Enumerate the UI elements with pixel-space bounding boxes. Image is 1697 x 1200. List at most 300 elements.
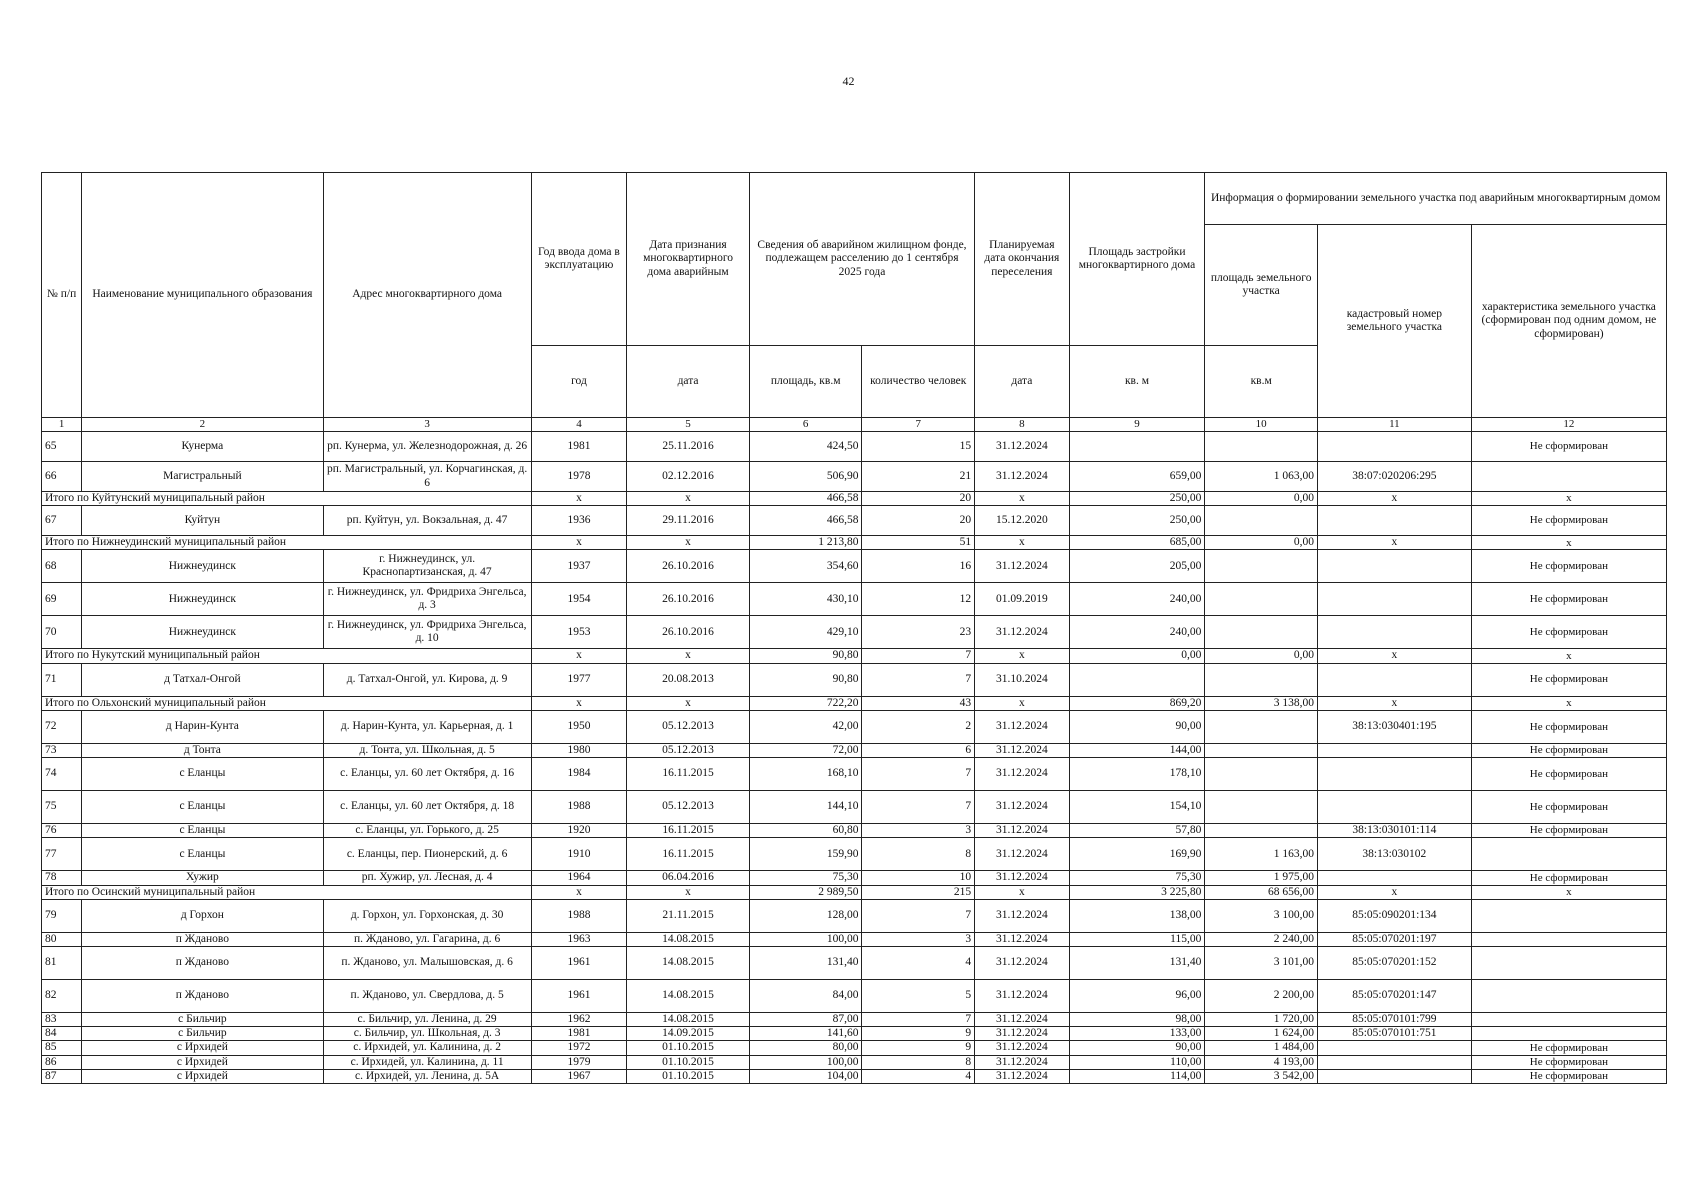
planned-end-cell: х [975, 536, 1070, 550]
cadastral-cell [1317, 432, 1471, 462]
planned-end-cell: 31.12.2024 [975, 432, 1070, 462]
header-municipality: Наименование муниципального образования [82, 173, 323, 418]
build-area-cell: 205,00 [1069, 550, 1205, 583]
table-row [42, 791, 1667, 824]
municipality-cell: п Жданово [82, 979, 323, 1012]
cadastral-cell [1317, 1041, 1471, 1055]
address-cell: с. Еланцы, ул. 60 лет Октября, д. 18 [323, 791, 531, 824]
year-cell: 1963 [531, 932, 627, 946]
land-area-cell [1205, 824, 1318, 838]
people-cell: 7 [862, 899, 975, 932]
table-row [42, 462, 1667, 492]
row-number: 81 [42, 946, 82, 979]
area-cell: 75,30 [749, 871, 862, 885]
build-area-cell: 0,00 [1069, 649, 1205, 663]
year-cell: 1981 [531, 432, 627, 462]
land-char-cell: х [1471, 885, 1666, 899]
table-row [42, 1012, 1667, 1026]
year-cell: 1961 [531, 979, 627, 1012]
year-cell: 1964 [531, 871, 627, 885]
area-cell: 430,10 [749, 583, 862, 616]
build-area-cell: 90,00 [1069, 710, 1205, 743]
row-number: 73 [42, 743, 82, 757]
year-cell: х [531, 649, 627, 663]
land-area-cell: 1 484,00 [1205, 1041, 1318, 1055]
address-cell: рп. Куйтун, ул. Вокзальная, д. 47 [323, 506, 531, 536]
land-char-cell: Не сформирован [1471, 710, 1666, 743]
row-number: 79 [42, 899, 82, 932]
planned-end-cell: 31.12.2024 [975, 838, 1070, 871]
people-cell: 3 [862, 824, 975, 838]
address-cell: с. Еланцы, ул. Горького, д. 25 [323, 824, 531, 838]
date-cell: 05.12.2013 [627, 791, 750, 824]
planned-end-cell: х [975, 649, 1070, 663]
land-area-cell: 3 101,00 [1205, 946, 1318, 979]
subtotal-row [42, 885, 1667, 899]
col-number: 4 [531, 418, 627, 432]
subtotal-label: Итого по Куйтунский муниципальный район [42, 492, 532, 506]
municipality-cell: с Ирхидей [82, 1055, 323, 1069]
header-planned-end: Планируемая дата окончания переселения [975, 173, 1070, 346]
land-char-cell: х [1471, 649, 1666, 663]
subtotal-row [42, 696, 1667, 710]
build-area-cell: 250,00 [1069, 506, 1205, 536]
land-char-cell: Не сформирован [1471, 583, 1666, 616]
address-cell: г. Нижнеудинск, ул. Краснопартизанская, д. 47 [323, 550, 531, 583]
table-row [42, 616, 1667, 649]
land-area-cell [1205, 743, 1318, 757]
land-area-cell [1205, 506, 1318, 536]
row-number: 76 [42, 824, 82, 838]
land-area-cell: 1 720,00 [1205, 1012, 1318, 1026]
land-area-cell: 0,00 [1205, 536, 1318, 550]
address-cell: с. Бильчир, ул. Ленина, д. 29 [323, 1012, 531, 1026]
table-row [42, 871, 1667, 885]
table-row [42, 1069, 1667, 1083]
table-row [42, 550, 1667, 583]
address-cell: п. Жданово, ул. Гагарина, д. 6 [323, 932, 531, 946]
date-cell: 14.09.2015 [627, 1027, 750, 1041]
build-area-cell: 250,00 [1069, 492, 1205, 506]
land-char-cell: Не сформирован [1471, 432, 1666, 462]
area-cell: 141,60 [749, 1027, 862, 1041]
people-cell: 10 [862, 871, 975, 885]
year-cell: 1937 [531, 550, 627, 583]
row-number: 75 [42, 791, 82, 824]
table-row [42, 838, 1667, 871]
area-cell: 72,00 [749, 743, 862, 757]
area-cell: 131,40 [749, 946, 862, 979]
cadastral-cell [1317, 550, 1471, 583]
row-number: 66 [42, 462, 82, 492]
year-cell: 1961 [531, 946, 627, 979]
land-area-cell: 3 138,00 [1205, 696, 1318, 710]
row-number: 68 [42, 550, 82, 583]
build-area-cell: 114,00 [1069, 1069, 1205, 1083]
table-row [42, 946, 1667, 979]
address-cell: п. Жданово, ул. Малышовская, д. 6 [323, 946, 531, 979]
date-cell: 26.10.2016 [627, 583, 750, 616]
table-row [42, 506, 1667, 536]
row-number: 85 [42, 1041, 82, 1055]
people-cell: 4 [862, 1069, 975, 1083]
cadastral-cell [1317, 663, 1471, 696]
area-cell: 722,20 [749, 696, 862, 710]
planned-end-cell: 31.12.2024 [975, 824, 1070, 838]
address-cell: с. Ирхидей, ул. Калинина, д. 2 [323, 1041, 531, 1055]
header-land-char: характеристика земельного участка (сформирован под одним домом, не сформирован) [1471, 225, 1666, 418]
land-char-cell [1471, 946, 1666, 979]
land-char-cell: Не сформирован [1471, 1055, 1666, 1069]
row-number: 69 [42, 583, 82, 616]
land-area-cell [1205, 710, 1318, 743]
area-cell: 466,58 [749, 506, 862, 536]
col-number: 7 [862, 418, 975, 432]
cadastral-cell: 85:05:070201:147 [1317, 979, 1471, 1012]
date-cell: 26.10.2016 [627, 616, 750, 649]
land-area-cell: 1 624,00 [1205, 1027, 1318, 1041]
land-area-cell: 1 975,00 [1205, 871, 1318, 885]
date-cell: 06.04.2016 [627, 871, 750, 885]
table-row [42, 932, 1667, 946]
area-cell: 424,50 [749, 432, 862, 462]
year-cell: 1920 [531, 824, 627, 838]
people-cell: 8 [862, 838, 975, 871]
row-number: 78 [42, 871, 82, 885]
year-cell: х [531, 492, 627, 506]
land-char-cell: Не сформирован [1471, 550, 1666, 583]
build-area-cell: 169,90 [1069, 838, 1205, 871]
land-area-cell [1205, 663, 1318, 696]
year-cell: 1936 [531, 506, 627, 536]
build-area-cell: 659,00 [1069, 462, 1205, 492]
municipality-cell: Нижнеудинск [82, 550, 323, 583]
build-area-cell: 98,00 [1069, 1012, 1205, 1026]
area-cell: 144,10 [749, 791, 862, 824]
col-number: 10 [1205, 418, 1318, 432]
year-cell: 1910 [531, 838, 627, 871]
cadastral-cell: 38:13:030401:195 [1317, 710, 1471, 743]
address-cell: п. Жданово, ул. Свердлова, д. 5 [323, 979, 531, 1012]
area-cell: 159,90 [749, 838, 862, 871]
cadastral-cell [1317, 758, 1471, 791]
header-cadastral: кадастровый номер земельного участка [1317, 225, 1471, 418]
land-area-cell [1205, 432, 1318, 462]
date-cell: 05.12.2013 [627, 743, 750, 757]
header-unit-year: год [531, 346, 627, 418]
area-cell: 84,00 [749, 979, 862, 1012]
municipality-cell: Кунерма [82, 432, 323, 462]
date-cell: 21.11.2015 [627, 899, 750, 932]
row-number: 80 [42, 932, 82, 946]
build-area-cell: 144,00 [1069, 743, 1205, 757]
people-cell: 20 [862, 506, 975, 536]
address-cell: с. Ирхидей, ул. Калинина, д. 11 [323, 1055, 531, 1069]
date-cell: 16.11.2015 [627, 838, 750, 871]
build-area-cell [1069, 432, 1205, 462]
date-cell: х [627, 696, 750, 710]
cadastral-cell: 38:13:030102 [1317, 838, 1471, 871]
row-number: 82 [42, 979, 82, 1012]
municipality-cell: с Еланцы [82, 791, 323, 824]
address-cell: с. Ирхидей, ул. Ленина, д. 5А [323, 1069, 531, 1083]
cadastral-cell [1317, 1055, 1471, 1069]
area-cell: 2 989,50 [749, 885, 862, 899]
municipality-cell: д Горхон [82, 899, 323, 932]
municipality-cell: д Нарин-Кунта [82, 710, 323, 743]
people-cell: 9 [862, 1041, 975, 1055]
land-char-cell: Не сформирован [1471, 791, 1666, 824]
year-cell: 1953 [531, 616, 627, 649]
land-area-cell [1205, 791, 1318, 824]
area-cell: 466,58 [749, 492, 862, 506]
land-char-cell: Не сформирован [1471, 506, 1666, 536]
municipality-cell: с Еланцы [82, 758, 323, 791]
people-cell: 7 [862, 649, 975, 663]
row-number: 83 [42, 1012, 82, 1026]
land-area-cell: 1 163,00 [1205, 838, 1318, 871]
date-cell: 02.12.2016 [627, 462, 750, 492]
cadastral-cell [1317, 616, 1471, 649]
row-number: 65 [42, 432, 82, 462]
planned-end-cell: х [975, 492, 1070, 506]
cadastral-cell: 85:05:070201:197 [1317, 932, 1471, 946]
header-unit-sqm: кв. м [1069, 346, 1205, 418]
area-cell: 87,00 [749, 1012, 862, 1026]
build-area-cell: 75,30 [1069, 871, 1205, 885]
address-cell: д. Нарин-Кунта, ул. Карьерная, д. 1 [323, 710, 531, 743]
area-cell: 60,80 [749, 824, 862, 838]
build-area-cell: 178,10 [1069, 758, 1205, 791]
column-numbers-row [42, 418, 1667, 432]
col-number: 5 [627, 418, 750, 432]
land-char-cell: Не сформирован [1471, 1069, 1666, 1083]
land-char-cell: х [1471, 696, 1666, 710]
date-cell: 14.08.2015 [627, 1012, 750, 1026]
build-area-cell: 110,00 [1069, 1055, 1205, 1069]
land-area-cell: 2 240,00 [1205, 932, 1318, 946]
date-cell: х [627, 885, 750, 899]
date-cell: 26.10.2016 [627, 550, 750, 583]
build-area-cell: 154,10 [1069, 791, 1205, 824]
date-cell: 16.11.2015 [627, 824, 750, 838]
land-char-cell: Не сформирован [1471, 1041, 1666, 1055]
row-number: 84 [42, 1027, 82, 1041]
cadastral-cell: 85:05:070101:799 [1317, 1012, 1471, 1026]
year-cell: 1984 [531, 758, 627, 791]
cadastral-cell: х [1317, 696, 1471, 710]
planned-end-cell: 31.10.2024 [975, 663, 1070, 696]
build-area-cell: 96,00 [1069, 979, 1205, 1012]
address-cell: д. Горхон, ул. Горхонская, д. 30 [323, 899, 531, 932]
cadastral-cell: 38:07:020206:295 [1317, 462, 1471, 492]
address-cell: рп. Магистральный, ул. Корчагинская, д. 6 [323, 462, 531, 492]
year-cell: 1979 [531, 1055, 627, 1069]
municipality-cell: д Тонта [82, 743, 323, 757]
cadastral-cell: 85:05:070201:152 [1317, 946, 1471, 979]
header-land-info: Информация о формировании земельного участка под аварийным многоквартирным домом [1205, 173, 1667, 225]
header-fund-info: Сведения об аварийном жилищном фонде, подлежащем расселению до 1 сентября 2025 года [749, 173, 974, 346]
people-cell: 43 [862, 696, 975, 710]
header-unit-sqm2: кв.м [1205, 346, 1318, 418]
table-row [42, 1055, 1667, 1069]
cadastral-cell: х [1317, 492, 1471, 506]
header-unit-date2: дата [975, 346, 1070, 418]
row-number: 72 [42, 710, 82, 743]
municipality-cell: с Ирхидей [82, 1041, 323, 1055]
municipality-cell: Магистральный [82, 462, 323, 492]
table-row [42, 758, 1667, 791]
planned-end-cell: 31.12.2024 [975, 1055, 1070, 1069]
area-cell: 90,80 [749, 663, 862, 696]
address-cell: с. Еланцы, ул. 60 лет Октября, д. 16 [323, 758, 531, 791]
cadastral-cell: х [1317, 649, 1471, 663]
land-area-cell: 1 063,00 [1205, 462, 1318, 492]
municipality-cell: д Татхал-Онгой [82, 663, 323, 696]
col-number: 1 [42, 418, 82, 432]
date-cell: х [627, 492, 750, 506]
date-cell: 29.11.2016 [627, 506, 750, 536]
land-char-cell: Не сформирован [1471, 616, 1666, 649]
cadastral-cell [1317, 583, 1471, 616]
land-char-cell [1471, 1027, 1666, 1041]
cadastral-cell [1317, 1069, 1471, 1083]
page-number: 42 [842, 74, 855, 88]
municipality-cell: с Бильчир [82, 1027, 323, 1041]
planned-end-cell: 31.12.2024 [975, 1041, 1070, 1055]
area-cell: 1 213,80 [749, 536, 862, 550]
people-cell: 12 [862, 583, 975, 616]
land-char-cell [1471, 462, 1666, 492]
land-char-cell: х [1471, 536, 1666, 550]
land-area-cell: 3 100,00 [1205, 899, 1318, 932]
area-cell: 354,60 [749, 550, 862, 583]
col-number: 2 [82, 418, 323, 432]
cadastral-cell [1317, 743, 1471, 757]
row-number: 71 [42, 663, 82, 696]
table-header [42, 173, 1667, 432]
build-area-cell: 57,80 [1069, 824, 1205, 838]
date-cell: 14.08.2015 [627, 979, 750, 1012]
col-number: 8 [975, 418, 1070, 432]
year-cell: 1950 [531, 710, 627, 743]
land-char-cell: х [1471, 492, 1666, 506]
table-row [42, 743, 1667, 757]
year-cell: х [531, 885, 627, 899]
people-cell: 51 [862, 536, 975, 550]
area-cell: 100,00 [749, 932, 862, 946]
land-area-cell [1205, 583, 1318, 616]
area-cell: 80,00 [749, 1041, 862, 1055]
people-cell: 9 [862, 1027, 975, 1041]
cadastral-cell [1317, 791, 1471, 824]
col-number: 12 [1471, 418, 1666, 432]
land-area-cell: 4 193,00 [1205, 1055, 1318, 1069]
year-cell: 1978 [531, 462, 627, 492]
subtotal-row [42, 492, 1667, 506]
land-char-cell [1471, 932, 1666, 946]
table-row [42, 663, 1667, 696]
date-cell: х [627, 536, 750, 550]
row-number: 67 [42, 506, 82, 536]
subtotal-label: Итого по Нукутский муниципальный район [42, 649, 532, 663]
date-cell: 14.08.2015 [627, 932, 750, 946]
planned-end-cell: х [975, 696, 1070, 710]
header-address: Адрес многоквартирного дома [323, 173, 531, 418]
municipality-cell: с Еланцы [82, 824, 323, 838]
planned-end-cell: 15.12.2020 [975, 506, 1070, 536]
header-land-area: площадь земельного участка [1205, 225, 1318, 346]
planned-end-cell: 31.12.2024 [975, 462, 1070, 492]
people-cell: 15 [862, 432, 975, 462]
table-row [42, 1041, 1667, 1055]
table-row [42, 710, 1667, 743]
area-cell: 128,00 [749, 899, 862, 932]
planned-end-cell: 31.12.2024 [975, 791, 1070, 824]
planned-end-cell: 31.12.2024 [975, 946, 1070, 979]
build-area-cell: 685,00 [1069, 536, 1205, 550]
people-cell: 6 [862, 743, 975, 757]
planned-end-cell: 31.12.2024 [975, 1069, 1070, 1083]
address-cell: д. Татхал-Онгой, ул. Кирова, д. 9 [323, 663, 531, 696]
land-area-cell: 0,00 [1205, 492, 1318, 506]
land-char-cell: Не сформирован [1471, 663, 1666, 696]
date-cell: 01.10.2015 [627, 1041, 750, 1055]
people-cell: 20 [862, 492, 975, 506]
subtotal-label: Итого по Ольхонский муниципальный район [42, 696, 532, 710]
address-cell: с. Еланцы, пер. Пионерский, д. 6 [323, 838, 531, 871]
year-cell: 1972 [531, 1041, 627, 1055]
date-cell: 16.11.2015 [627, 758, 750, 791]
subtotal-label: Итого по Осинский муниципальный район [42, 885, 532, 899]
address-cell: г. Нижнеудинск, ул. Фридриха Энгельса, д. 3 [323, 583, 531, 616]
subtotal-row [42, 649, 1667, 663]
build-area-cell: 3 225,80 [1069, 885, 1205, 899]
table-row [42, 583, 1667, 616]
people-cell: 3 [862, 932, 975, 946]
address-cell: г. Нижнеудинск, ул. Фридриха Энгельса, д. 10 [323, 616, 531, 649]
land-char-cell [1471, 1012, 1666, 1026]
header-year-built: Год ввода дома в эксплуатацию [531, 173, 627, 346]
land-char-cell [1471, 838, 1666, 871]
municipality-cell: Хужир [82, 871, 323, 885]
build-area-cell: 869,20 [1069, 696, 1205, 710]
planned-end-cell: 31.12.2024 [975, 1012, 1070, 1026]
row-number: 74 [42, 758, 82, 791]
subtotal-label: Итого по Нижнеудинский муниципальный район [42, 536, 532, 550]
cadastral-cell: 38:13:030101:114 [1317, 824, 1471, 838]
planned-end-cell: 01.09.2019 [975, 583, 1070, 616]
land-area-cell: 3 542,00 [1205, 1069, 1318, 1083]
planned-end-cell: 31.12.2024 [975, 979, 1070, 1012]
people-cell: 7 [862, 1012, 975, 1026]
municipality-cell: п Жданово [82, 946, 323, 979]
people-cell: 8 [862, 1055, 975, 1069]
planned-end-cell: 31.12.2024 [975, 1027, 1070, 1041]
planned-end-cell: 31.12.2024 [975, 758, 1070, 791]
table-row [42, 1027, 1667, 1041]
col-number: 3 [323, 418, 531, 432]
col-number: 9 [1069, 418, 1205, 432]
col-number: 11 [1317, 418, 1471, 432]
address-cell: д. Тонта, ул. Школьная, д. 5 [323, 743, 531, 757]
date-cell: 05.12.2013 [627, 710, 750, 743]
table-body [42, 432, 1667, 1084]
year-cell: 1977 [531, 663, 627, 696]
row-number: 70 [42, 616, 82, 649]
build-area-cell: 240,00 [1069, 616, 1205, 649]
date-cell: 25.11.2016 [627, 432, 750, 462]
